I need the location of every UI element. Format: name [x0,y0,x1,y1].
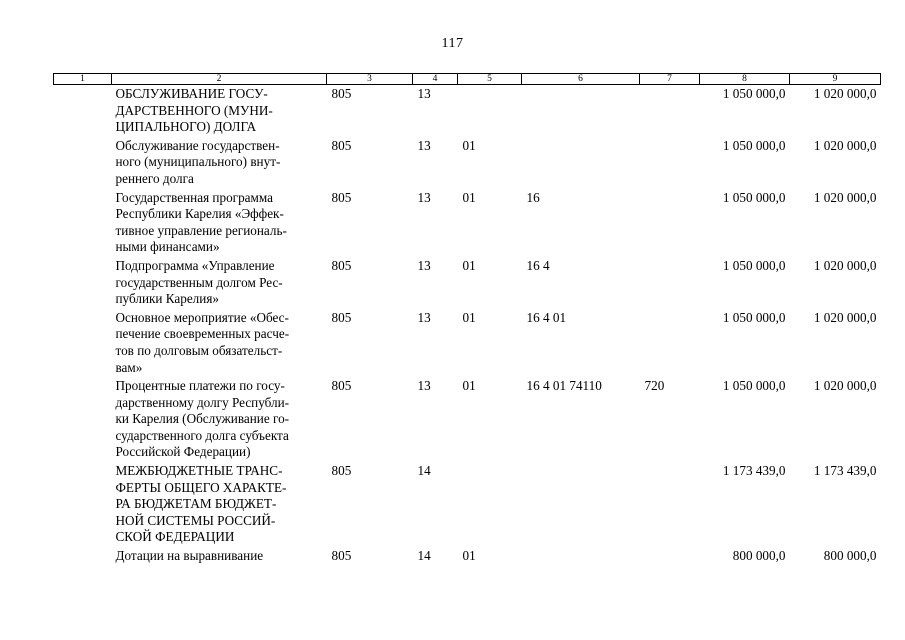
expense-type-code [640,258,700,310]
expense-type-code [640,138,700,190]
subsection-code: 01 [462,137,476,153]
section-code: 13 [417,137,431,153]
amount-col-8: 1 050 000,0 [722,257,786,273]
amount-col-9: 1 020 000,0 [813,257,877,273]
table-row [54,138,881,190]
amount-col-9: 1 173 439,0 [813,463,877,479]
section-code: 14 [417,548,431,564]
ministry-code: 805 [331,86,352,101]
ministry-code: 805 [331,548,352,564]
subsection-code: 01 [462,378,476,394]
row-name: ОБСЛУЖИВАНИЕ ГОСУ- ДАРСТВЕННОГО (МУНИ- ЦИПАЛЬНОГО) ДОЛГА [115,86,273,135]
row-number-cell [54,190,112,258]
table-row [54,548,881,567]
subsection-code: 01 [462,189,476,205]
row-name: Подпрограмма «Управление государственным долгом Рес- публики Карелия» [115,257,283,307]
section-code: 13 [417,309,431,325]
subsection-code [458,85,522,138]
ministry-code: 805 [331,257,352,273]
section-code: 13 [417,86,431,101]
table-row [54,190,881,258]
row-number-cell [54,548,112,567]
column-number-header [54,74,881,85]
section-code: 14 [417,463,431,479]
header-col-6: 6 [522,74,640,85]
subsection-code: 01 [462,257,476,273]
amount-col-8: 1 050 000,0 [722,86,786,101]
row-name: Государственная программа Республики Карелия «Эффек- тивное управление региональ- ными финансами» [115,189,287,255]
row-number-cell [54,85,112,138]
target-article-code: 16 4 [526,257,550,273]
target-article-code: 16 4 01 74110 [526,378,602,394]
header-col-2: 2 [112,74,327,85]
expense-type-code [640,85,700,138]
table-row [54,258,881,310]
ministry-code: 805 [331,309,352,325]
table-row [54,463,881,548]
row-number-cell [54,258,112,310]
expense-type-code [640,190,700,258]
table-row [54,378,881,463]
table-row [54,310,881,378]
target-article-code: 16 4 01 [526,309,567,325]
amount-col-8: 1 050 000,0 [722,189,786,205]
subsection-code: 01 [462,548,476,564]
amount-col-8: 800 000,0 [732,548,786,564]
amount-col-9: 1 020 000,0 [813,137,877,153]
amount-col-9: 1 020 000,0 [813,86,877,101]
header-col-4: 4 [413,74,458,85]
ministry-code: 805 [331,189,352,205]
budget-table [53,73,881,567]
row-number-cell [54,138,112,190]
subsection-code: 01 [462,309,476,325]
header-col-1: 1 [54,74,112,85]
table-row [54,85,881,138]
amount-col-8: 1 173 439,0 [722,463,786,479]
amount-col-8: 1 050 000,0 [722,378,786,394]
target-article-code [522,463,640,548]
row-name: Процентные платежи по госу- дарственному долгу Республи- ки Карелия (Обслуживание го- сударственного долга субъекта Российской Федерации) [115,378,290,460]
amount-col-9: 800 000,0 [823,548,877,564]
amount-col-8: 1 050 000,0 [722,137,786,153]
target-article-code [522,548,640,567]
row-name: Обслуживание государствен- ного (муниципального) внут- реннего долга [115,137,281,186]
row-number-cell [54,378,112,463]
row-number-cell [54,463,112,548]
row-name: Дотации на выравнивание [115,548,264,564]
amount-col-9: 1 020 000,0 [813,309,877,325]
header-col-9: 9 [790,74,881,85]
header-col-3: 3 [327,74,413,85]
header-col-5: 5 [458,74,522,85]
row-name: Основное мероприятие «Обес- печение своевременных расче- тов по долговым обязательст- вам» [115,309,290,375]
header-col-8: 8 [700,74,790,85]
row-number-cell [54,310,112,378]
target-article-code: 16 [526,189,540,205]
section-code: 13 [417,189,431,205]
ministry-code: 805 [331,137,352,153]
expense-type-code: 720 [644,378,665,394]
ministry-code: 805 [331,378,352,394]
section-code: 13 [417,378,431,394]
amount-col-9: 1 020 000,0 [813,378,877,394]
subsection-code [458,463,522,548]
expense-type-code [640,548,700,567]
expense-type-code [640,310,700,378]
section-code: 13 [417,257,431,273]
target-article-code [522,138,640,190]
page-number: 117 [441,36,464,51]
header-col-7: 7 [640,74,700,85]
amount-col-9: 1 020 000,0 [813,189,877,205]
amount-col-8: 1 050 000,0 [722,309,786,325]
ministry-code: 805 [331,463,352,479]
expense-type-code [640,463,700,548]
target-article-code [522,85,640,138]
row-name: МЕЖБЮДЖЕТНЫЕ ТРАНС- ФЕРТЫ ОБЩЕГО ХАРАКТЕ- РА БЮДЖЕТАМ БЮДЖЕТ- НОЙ СИСТЕМЫ РОССИЙ- СКОЙ ФЕДЕРАЦИИ [115,463,287,545]
